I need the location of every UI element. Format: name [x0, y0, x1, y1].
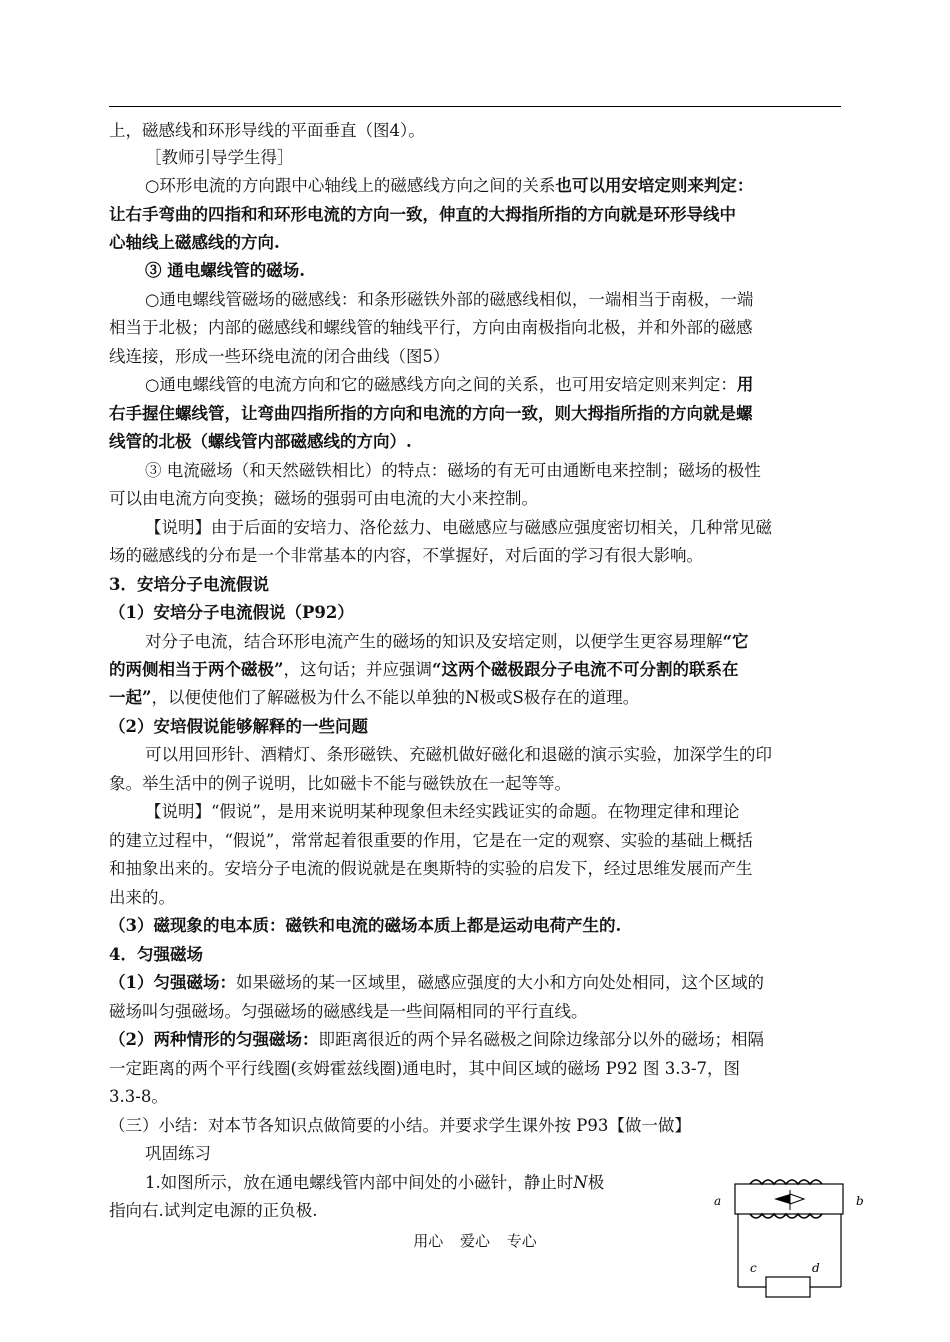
- text-line: 相当于北极；内部的磁感线和螺线管的轴线平行，方向由南极指向北极，并和外部的磁感: [109, 318, 753, 337]
- text-line: [109, 659, 739, 681]
- page-footer: [0, 1230, 950, 1251]
- bold-span: （1）匀强磁场：: [109, 973, 236, 992]
- section-heading: ③ 通电螺线管的磁场.: [145, 261, 305, 280]
- text-line: 象。举生活中的例子说明，比如磁卡不能与磁铁放在一起等等。: [109, 774, 571, 793]
- text-span: 极: [587, 1173, 605, 1192]
- label-b: b: [856, 1194, 864, 1208]
- text-line: 右手握住螺线管，让弯曲四指所指的方向和电流的方向一致，则大拇指所指的方向就是螺: [109, 404, 753, 423]
- text-line: 心轴线上磁感线的方向.: [109, 233, 280, 252]
- text-line: 【说明】“假说”，是用来说明某种现象但未经实践证实的命题。在物理定律和理论: [145, 802, 740, 821]
- bold-span: （2）两种情形的匀强磁场：: [109, 1030, 319, 1049]
- label-c: c: [750, 1261, 757, 1275]
- section-heading: （1）安培分子电流假说（P92）: [109, 603, 354, 622]
- text-line: 可以由电流方向变换；磁场的强弱可由电流的大小来控制。: [109, 489, 538, 508]
- text-line: ○通电螺线管磁场的磁感线：和条形磁铁外部的磁感线相似，一端相当于南极，一端: [145, 290, 754, 309]
- section-heading: （3）磁现象的电本质：磁铁和电流的磁场本质上都是运动电荷产生的.: [109, 916, 622, 935]
- bold-span: 用: [736, 375, 754, 394]
- footer-word: 专心: [506, 1232, 537, 1250]
- section-heading: （2）安培假说能够解释的一些问题: [109, 717, 368, 736]
- italic-span: N: [573, 1173, 588, 1192]
- text-span: ，以便使他们了解磁极为什么不能以单独的N极或S极存在的道理。: [151, 688, 640, 707]
- bold-span: 也可以用安培定则来判定：: [555, 176, 754, 195]
- text-line: [145, 175, 753, 197]
- text-line: 磁场叫匀强磁场。匀强磁场的磁感线是一些间隔相同的平行直线。: [109, 1002, 588, 1021]
- text-line: 和抽象出来的。安培分子电流的假说就是在奥斯特的实验的启发下，经过思维发展而产生: [109, 859, 753, 878]
- coil-windings-bottom: [750, 1214, 822, 1218]
- bold-span: “它: [722, 632, 749, 651]
- text-line: [145, 374, 753, 396]
- text-line: [109, 687, 639, 709]
- text-line: 【说明】由于后面的安培力、洛伦兹力、电磁感应与磁感应强度密切相关，几种常见磁: [145, 518, 772, 537]
- text-line: 场的磁感线的分布是一个非常基本的内容，不掌握好，对后面的学习有很大影响。: [109, 546, 703, 565]
- text-line: ［教师引导学生得］: [145, 148, 294, 167]
- text-line: 可以用回形针、酒精灯、条形磁铁、充磁机做好磁化和退磁的演示实验，加深学生的印: [145, 745, 772, 764]
- text-line: [109, 972, 764, 994]
- text-line: 的建立过程中，“假说”，常常起着很重要的作用，它是在一定的观察、实验的基础上概括: [109, 831, 753, 850]
- text-line: 巩固练习: [145, 1144, 211, 1163]
- text-span: 对分子电流，结合环形电流产生的磁场的知识及安培定则，以便学生更容易理解: [145, 632, 723, 651]
- footer-word: 爱心: [459, 1232, 490, 1250]
- header-rule: [109, 106, 841, 107]
- coil-windings-top: [750, 1180, 822, 1184]
- compass-needle-icon: [774, 1190, 804, 1210]
- text-line: 一定距离的两个平行线圈(亥姆霍兹线圈)通电时，其中间区域的磁场 P92 图 3.3-7，图: [109, 1059, 741, 1078]
- label-d: d: [812, 1261, 820, 1275]
- text-span: ，这句话；并应强调: [283, 660, 432, 679]
- section-heading: 4．匀强磁场: [109, 945, 203, 964]
- text-line: 出来的。: [109, 888, 175, 907]
- power-source-box: [766, 1277, 810, 1297]
- text-line: [145, 1172, 604, 1194]
- text-line: [109, 1029, 764, 1051]
- text-span: ○通电螺线管的电流方向和它的磁感线方向之间的关系，也可用安培定则来判定：: [145, 375, 737, 394]
- section-heading: 3．安培分子电流假说: [109, 575, 269, 594]
- text-line: 让右手弯曲的四指和和环形电流的方向一致，伸直的大拇指所指的方向就是环形导线中: [109, 205, 736, 224]
- text-span: 如果磁场的某一区域里，磁感应强度的大小和方向处处相同，这个区域的: [235, 973, 764, 992]
- text-span: 即距离很近的两个异名磁极之间除边缘部分以外的磁场；相隔: [318, 1030, 764, 1049]
- bold-span: 的两侧相当于两个磁极”: [109, 660, 284, 679]
- bold-span: “这两个磁极跟分子电流不可分割的联系在: [432, 660, 739, 679]
- text-line: 指向右.试判定电源的正负极.: [109, 1201, 318, 1220]
- text-line: （三）小结：对本节各知识点做简要的小结。并要求学生课外按 P93【做一做】: [109, 1116, 691, 1135]
- text-line: 线连接，形成一些环绕电流的闭合曲线（图5）: [109, 347, 450, 366]
- text-line: 上，磁感线和环形导线的平面垂直（图4）。: [109, 121, 425, 140]
- text-line: 线管的北极（螺线管内部磁感线的方向）.: [109, 432, 412, 451]
- text-span: 1.如图所示，放在通电螺线管内部中间处的小磁针，静止时: [145, 1173, 574, 1192]
- bold-span: 一起”: [109, 688, 152, 707]
- text-line: ③ 电流磁场（和天然磁铁相比）的特点：磁场的有无可由通断电来控制；磁场的极性: [145, 461, 761, 480]
- text-line: 3.3-8。: [109, 1087, 168, 1106]
- footer-word: 用心: [413, 1232, 444, 1250]
- label-a: a: [714, 1194, 722, 1208]
- text-span: ○环形电流的方向跟中心轴线上的磁感线方向之间的关系: [145, 176, 556, 195]
- text-line: [145, 631, 749, 653]
